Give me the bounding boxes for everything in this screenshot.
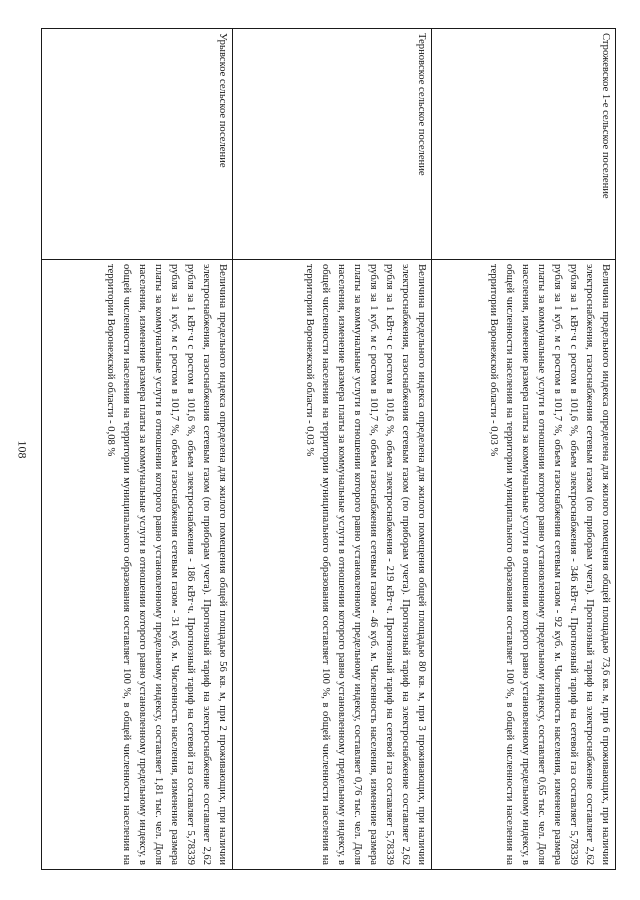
- page-number: [8, 434, 36, 464]
- settlement-name: Строжевское 1-е сельское поселение: [432, 29, 616, 260]
- settlement-index-table: [41, 28, 616, 870]
- settlement-description: Величина предельного индекса определена для жилого помещения общей площадью 73,6 кв. м, при 6 проживающих, при наличии электроснабжения, газоснабжения сетевым газом (по приборам учета). Прогнозный тариф на электроснабжение составляет 2,62 рубля за 1 кВт·ч с ростом в 101,6 %, объем электроснабжения - 346 кВт·ч. Прогнозный тариф на сетевой газ составляет 5,78339 рубля за 1 куб. м с ростом в 101,7 %, объем газоснабжения сетевым газом - 92 куб. м. Численность населения, изменение размера платы за коммунальные услуги в отношении которого равно установленному предельному индексу, составляет 0,65 тыс. чел. Доля населения, изменение размера платы за коммунальные услуги в отношении которого равно установленному предельному индексу, в общей численности населения на территории муниципального образования составляет 100 %, в общей численности населения на территории Воронежской области - 0,03 %: [432, 260, 616, 870]
- rotated-table-container: [48, 28, 616, 870]
- page-number-text: 108: [15, 440, 30, 458]
- table-row: [233, 29, 432, 870]
- settlement-description: Величина предельного индекса определена для жилого помещения общей площадью 56 кв. м, при 2 проживающих, при наличии электроснабжения, газоснабжения сетевым газом (по приборам учета). Прогнозный тариф на электроснабжение составляет 2,62 рубля за 1 кВт·ч с ростом в 101,6 %, объем электроснабжения - 186 кВт·ч. Прогнозный тариф на сетевой газ составляет 5,78339 рубля за 1 куб. м с ростом в 101,7 %, объем газоснабжения сетевым газом - 31 куб. м. Численность населения, изменение размера платы за коммунальные услуги в отношении которого равно установленному предельному индексу, составляет 1,81 тыс. чел. Доля населения, изменение размера платы за коммунальные услуги в отношении которого равно установленному предельному индексу, в общей численности населения на территории муниципального образования составляет 100 %, в общей численности населения на территории Воронежской области - 0,08 %: [42, 260, 233, 870]
- settlement-description: Величина предельного индекса определена для жилого помещения общей площадью 80 кв. м, при 3 проживающих, при наличии электроснабжения, газоснабжения сетевым газом (по приборам учета). Прогнозный тариф на электроснабжение составляет 2,62 рубля за 1 кВт·ч с ростом в 101,6 %, объем электроснабжения - 219 кВт·ч. Прогнозный тариф на сетевой газ составляет 5,78339 рубля за 1 куб. м с ростом в 101,7 %, объем газоснабжения сетевым газом - 46 куб. м. Численность населения, изменение размера платы за коммунальные услуги в отношении которого равно установленному предельному индексу, составляет 0,76 тыс. чел. Доля населения, изменение размера платы за коммунальные услуги в отношении которого равно установленному предельному индексу, в общей численности населения на территории муниципального образования составляет 100 %, в общей численности населения на территории Воронежской области - 0,03 %: [233, 260, 432, 870]
- settlement-name: Терновское сельское поселение: [233, 29, 432, 260]
- table-row: [42, 29, 233, 870]
- settlement-name: Урывское сельское поселение: [42, 29, 233, 260]
- table-row: [432, 29, 616, 870]
